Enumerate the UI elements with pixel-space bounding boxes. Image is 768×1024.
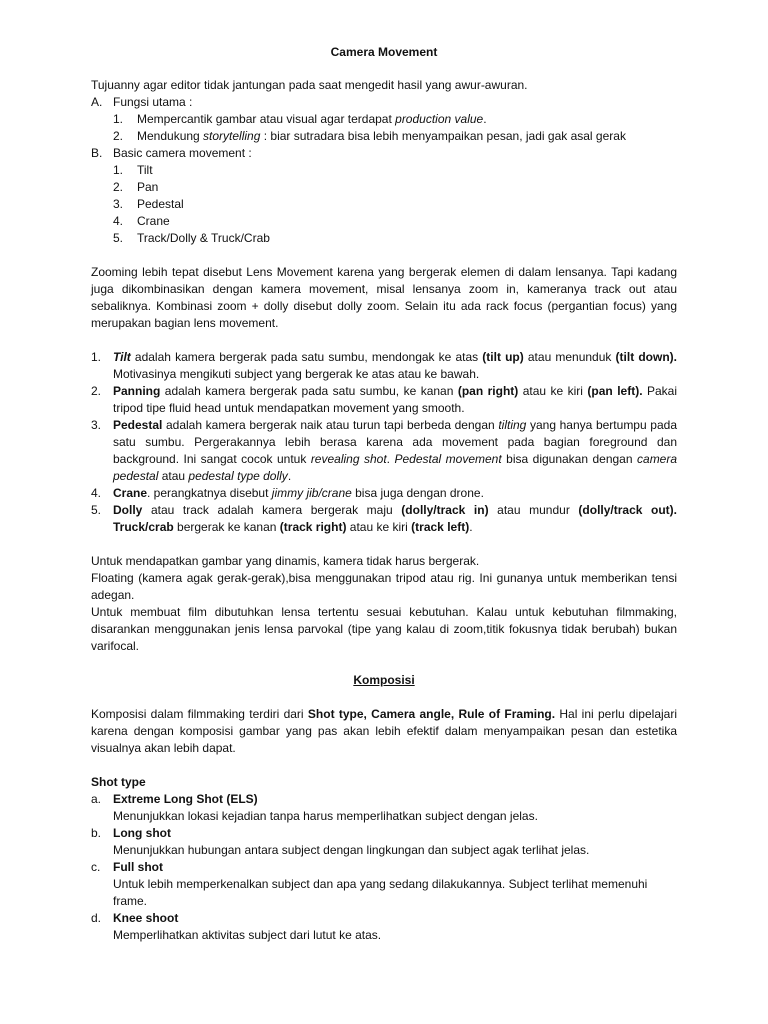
item-number: 2.: [113, 129, 124, 143]
section-b-label: Basic camera movement :: [113, 146, 252, 160]
section-a: [91, 94, 677, 111]
item-text: Pedestal adalah kamera bergerak naik atau turun tapi berbeda dengan tilting yang hanya bertumpu pada satu sumbu. Pergerakannya lebih berasa karena ada movement pada bagian foreground dan background. Ini sangat cocok untuk revealing shot. Pedestal movement bisa digunakan dengan camera pedestal atau pedestal type dolly.: [113, 418, 678, 483]
shot-desc: Untuk lebih memperkenalkan subject dan apa yang sedang dilakukannya. Subject terlihat memenuhi frame.: [113, 877, 648, 908]
item-text: Mempercantik gambar atau visual agar terdapat production value.: [137, 112, 487, 126]
item-text: Mendukung storytelling : biar sutradara bisa lebih menyampaikan pesan, jadi gak asal gerak: [137, 129, 626, 143]
item-text: Dolly atau track adalah kamera bergerak maju (dolly/track in) atau mundur (dolly/track out). Truck/crab bergerak ke kanan (track right) atau ke kiri (track left).: [113, 503, 678, 534]
shot-type-item: [91, 791, 677, 825]
shot-desc: Menunjukkan lokasi kejadian tanpa harus memperlihatkan subject dengan jelas.: [113, 809, 538, 823]
section-a-label: Fungsi utama :: [113, 95, 193, 109]
item-text: Crane: [137, 214, 170, 228]
item-number: 5.: [113, 231, 124, 245]
shot-type-item: [91, 859, 677, 910]
item-marker: c.: [91, 860, 101, 874]
section-b-item: [91, 179, 677, 196]
section-a-marker: A.: [91, 95, 103, 109]
section-b: [91, 145, 677, 162]
item-text: Tilt: [137, 163, 153, 177]
item-number: 4.: [91, 486, 102, 500]
shot-name: Extreme Long Shot (ELS): [113, 792, 258, 806]
item-text: Crane. perangkatnya disebut jimmy jib/crane bisa juga dengan drone.: [113, 486, 484, 500]
section-b-item: [91, 162, 677, 179]
komposisi-paragraph: Komposisi dalam filmmaking terdiri dari Shot type, Camera angle, Rule of Framing. Hal ini perlu dipelajari karena dengan komposisi gambar yang pas akan lebih efektif dalam menyampaikan pesan dan estetika visualnya akan lebih dapat.: [91, 707, 677, 755]
note-paragraph: Untuk membuat film dibutuhkan lensa tertentu sesuai kebutuhan. Kalau untuk kebutuhan filmmaking, disarankan menggunakan jenis lensa parvokal (tipe yang kalau di zoom,titik fokusnya tidak berubah) bukan varifocal.: [91, 605, 677, 653]
item-text: Panning adalah kamera bergerak pada satu sumbu, ke kanan (pan right) atau ke kiri (pan left). Pakai tripod tipe fluid head untuk mendapatkan movement yang smooth.: [113, 384, 677, 415]
item-marker: d.: [91, 911, 102, 925]
movement-pedestal: [91, 417, 677, 485]
movement-tilt: [91, 349, 677, 383]
item-number: 3.: [113, 197, 124, 211]
note-paragraph: Untuk mendapatkan gambar yang dinamis, kamera tidak harus bergerak.: [91, 554, 480, 568]
item-text: Pan: [137, 180, 159, 194]
item-number: 2.: [91, 384, 102, 398]
item-text: Track/Dolly & Truck/Crab: [137, 231, 270, 245]
komposisi-title: Komposisi: [353, 673, 415, 687]
section-b-item: [91, 230, 677, 247]
note-paragraph: Floating (kamera agak gerak-gerak),bisa menggunakan tripod atau rig. Ini gunanya untuk memberikan tensi adegan.: [91, 571, 677, 602]
item-text: Tilt adalah kamera bergerak pada satu sumbu, mendongak ke atas (tilt up) atau menunduk (tilt down). Motivasinya mengikuti subject yang bergerak ke atas atau ke bawah.: [113, 350, 677, 381]
shot-type-item: [91, 825, 677, 859]
movement-pan: [91, 383, 677, 417]
shot-desc: Menunjukkan hubungan antara subject dengan lingkungan dan subject agak terlihat jelas.: [113, 843, 590, 857]
item-text: Pedestal: [137, 197, 184, 211]
item-number: 2.: [113, 180, 124, 194]
shot-name: Long shot: [113, 826, 171, 840]
section-b-marker: B.: [91, 146, 103, 160]
shot-name: Knee shoot: [113, 911, 179, 925]
item-number: 5.: [91, 503, 102, 517]
shot-desc: Memperlihatkan aktivitas subject dari lutut ke atas.: [113, 928, 382, 942]
doc-title: Camera Movement: [330, 45, 438, 59]
item-marker: a.: [91, 792, 102, 806]
item-marker: b.: [91, 826, 102, 840]
item-number: 3.: [91, 418, 102, 432]
item-number: 1.: [91, 350, 102, 364]
movement-dolly: [91, 502, 677, 536]
section-b-item: [91, 196, 677, 213]
shot-type-heading: Shot type: [91, 775, 146, 789]
section-a-item: [91, 128, 677, 145]
zoom-paragraph: Zooming lebih tepat disebut Lens Movement karena yang bergerak elemen di dalam lensanya. Tapi kadang juga dikombinasikan dengan kamera movement, misal lensanya zoom in, kameranya track out atau sebaliknya. Kombinasi zoom + dolly disebut dolly zoom. Selain itu ada rack focus (pergantian focus) yang merupakan bagian lens movement.: [91, 265, 677, 330]
item-number: 4.: [113, 214, 124, 228]
movement-crane: [91, 485, 677, 502]
item-number: 1.: [113, 163, 124, 177]
section-b-item: [91, 213, 677, 230]
shot-name: Full shot: [113, 860, 163, 874]
document-page: [91, 44, 677, 944]
intro-text: Tujuanny agar editor tidak jantungan pada saat mengedit hasil yang awur-awuran.: [91, 78, 528, 92]
shot-type-item: [91, 910, 677, 944]
section-a-item: [91, 111, 677, 128]
item-number: 1.: [113, 112, 124, 126]
